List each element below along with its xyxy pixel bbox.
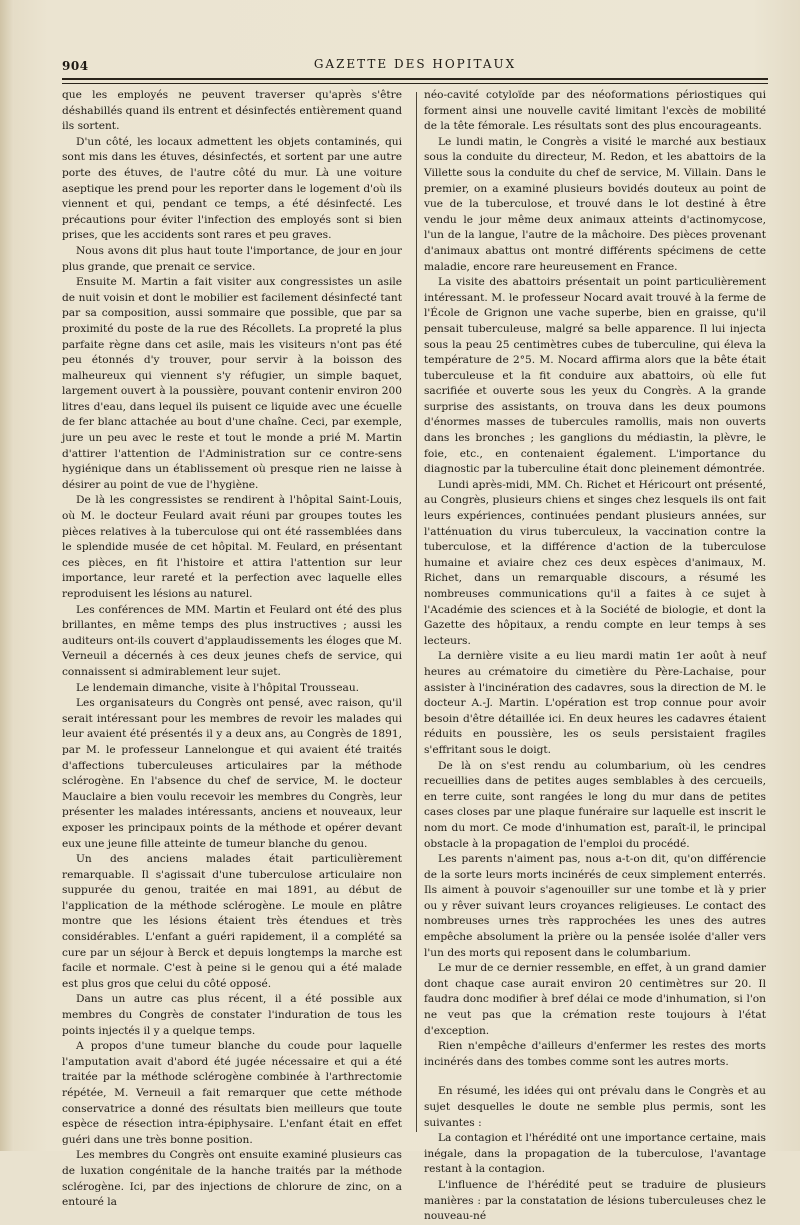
paragraph: Les membres du Congrès ont ensuite examiné plusieurs cas de luxation congénitale de la hanche traités par la méthode sclérogène. Ici, par des injections de chlorure de zinc, on a entouré la bbox=[62, 1149, 402, 1209]
left-column bbox=[62, 88, 402, 1211]
paragraph: Rien n'empêche d'ailleurs d'enfermer les restes des morts incinérés dans des tombes comme sont les autres morts. bbox=[424, 1040, 766, 1068]
running-title: GAZETTE DES HOPITAUX bbox=[313, 57, 517, 71]
paragraph: Nous avons dit plus haut toute l'importance, de jour en jour plus grande, que prenait ce service. bbox=[62, 244, 402, 273]
paragraph: Le lundi matin, le Congrès a visité le marché aux bestiaux sous la conduite du directeur, M. Redon, et les abattoirs de la Villette sous la conduite du chef de service, M. Villain. Dans le premier, on a examiné plusieurs bovidés douteux au point de vue de la tuberculose, et trouvé dans le lot destiné à être vendu le jour même deux animaux atteints d'actinomycose, l'un de la langue, l'autre de la mâchoire. Des pièces provenant d'animaux abattus ont montré différents spécimens de cette maladie, encore rare heureusement en France. bbox=[424, 135, 766, 273]
paragraph: Les conférences de MM. Martin et Feulard ont été des plus brillantes, en même temps des plus instructives ; aussi les auditeurs ont-ils couvert d'applaudissements les éloges que M. Verneuil a décernés à ces deux jeunes chefs de service, qui connaissent si admirablement leur sujet. bbox=[62, 603, 402, 678]
paragraph: Dans un autre cas plus récent, il a été possible aux membres du Congrès de constater l'induration de tous les points injectés il y a quelque temps. bbox=[62, 993, 402, 1037]
paragraph: La visite des abattoirs présentait un point particulièrement intéressant. M. le professeur Nocard avait trouvé à la ferme de l'École de Grignon une vache superbe, bien en graisse, qu'il pensait tuberculeuse, malgré sa belle apparence. Il lui injecta sous la peau 25 centimètres cubes de tuberculine, qui éleva la température de 2°5. M. Nocard affirma alors que la bête était tuberculeuse et la fit conduire aux abattoirs, où elle fut sacrifiée et ouverte sous les yeux du Congrès. A la grande surprise des assistants, on trouva dans les deux poumons d'énormes masses de tubercules ramollis, mais non ouverts dans les bronches ; les ganglions du médiastin, la plèvre, le foie, etc., en contenaient également. L'importance du diagnostic par la tuberculine était donc pleinement démontrée. bbox=[424, 276, 766, 476]
paragraph: L'influence de l'hérédité peut se traduire de plusieurs manières : par la constatation de lésions tuberculeuses chez le nouveau-né bbox=[424, 1178, 766, 1223]
paragraph: Les organisateurs du Congrès ont pensé, avec raison, qu'il serait intéressant pour les membres de revoir les malades qui leur avaient été présentés il y a deux ans, au Congrès de 1891, par M. le professeur Lannelongue et qui avaient été traités d'affections tuberculeuses articulaires par la méthode sclérogène. En l'absence du chef de service, M. le docteur Mauclaire a bien voulu recevoir les membres du Congrès, leur présenter les malades intéressants, anciens et nouveaux, leur exposer les principaux points de la méthode et opérer devant eux une jeune fille atteinte de tumeur blanche du genou. bbox=[62, 697, 402, 850]
page-number: 904 bbox=[62, 59, 89, 73]
paragraph: Ensuite M. Martin a fait visiter aux congressistes un asile de nuit voisin et dont le mobilier est facilement désinfecté tant par sa composition, aussi sommaire que possible, que par sa proximité du poste de la rue des Récollets. La propreté la plus parfaite règne dans cet asile, mais les visiteurs n'ont pas été peu étonnés d'y trouver, pour servir à la boisson des malheureux qui viennent s'y réfugier, un simple baquet, largement ouvert à la poussière, pouvant contenir environ 200 litres d'eau, dans lequel ils puisent ce liquide avec une écuelle de fer blanc attachée au bout d'une chaîne. Ceci, par exemple, jure un peu avec le reste et tout le monde a prié M. Martin d'attirer l'attention de l'Administration sur ce contre-sens hygiénique dans un établissement où presque rien ne laisse à désirer au point de vue de l'hygiène. bbox=[62, 276, 402, 491]
paragraph: Un des anciens malades était particulièrement remarquable. Il s'agissait d'une tuberculose articulaire non suppurée du genou, traitée en mai 1891, au début de l'application de la méthode sclérogène. Le moule en plâtre montre que les lésions étaient très étendues et très considérables. L'enfant a guéri rapidement, il a complété sa cure par un séjour à Berck et depuis longtemps la marche est facile et normale. C'est à peine si le genou qui a été malade est plus gros que celui du côté opposé. bbox=[62, 853, 402, 990]
paragraph: Lundi après-midi, MM. Ch. Richet et Héricourt ont présenté, au Congrès, plusieurs chiens et singes chez lesquels ils ont fait leurs expériences, continuées pendant plusieurs années, sur l'atténuation du virus tuberculeux, la vaccination contre la tuberculose, et la différence d'action de la tuberculose humaine et aviaire chez ces deux espèces d'animaux, M. Richet, dans un remarquable discours, a résumé les nombreuses communications qu'il a faites à ce sujet à l'Académie des sciences et à la Société de biologie, et dont la Gazette des hôpitaux, a rendu compte en leur temps à ses lecteurs. bbox=[424, 478, 766, 647]
paragraph: A propos d'une tumeur blanche du coude pour laquelle l'amputation avait d'abord été jugée nécessaire et qui a été traitée par la méthode sclérogène combinée à l'arthrectomie répétée, M. Verneuil a fait remarquer que cette méthode conservatrice a donné des résultats bien meilleurs que toute espèce de résection intra-épiphysaire. L'enfant était en effet guéri dans une très bonne position. bbox=[62, 1040, 402, 1146]
paragraph: En résumé, les idées qui ont prévalu dans le Congrès et au sujet desquelles le doute ne semble plus permis, sont les suivantes : bbox=[424, 1085, 766, 1129]
header-rule-thin bbox=[62, 83, 768, 84]
paragraph: Les parents n'aiment pas, nous a-t-on dit, qu'on différencie de la sorte leurs morts incinérés de ceux simplement enterrés. Ils aiment à pouvoir s'agenouiller sur une tombe et là y prier ou y rêver suivant leurs croyances religieuses. Le contact des nombreuses urnes très rapprochées les unes des autres empêche absolument la prière ou la pensée isolée d'aller vers l'un des morts qui reposent dans le columbarium. bbox=[424, 853, 766, 959]
header-rule-thick bbox=[62, 78, 768, 80]
paragraph: néo-cavité cotyloïde par des néoformations périostiques qui forment ainsi une nouvelle cavité limitant l'excès de mobilité de la tête fémorale. Les résultats sont des plus encourageants. bbox=[424, 89, 766, 133]
paragraph: Le mur de ce dernier ressemble, en effet, à un grand damier dont chaque case aurait environ 20 centimètres sur 20. Il faudra donc modifier à bref délai ce mode d'inhumation, si l'on ne veut pas que la crémation reste toujours à l'état d'exception. bbox=[424, 962, 766, 1037]
paragraph: De là les congressistes se rendirent à l'hôpital Saint-Louis, où M. le docteur Feulard avait réuni par groupes toutes les pièces relatives à la tuberculose qui ont été rassemblées dans le splendide musée de cet hôpital. M. Feulard, en présentant ces pièces, en fit l'histoire et attira l'attention sur leur importance, leur rareté et la perfection avec laquelle elles reproduisent les lésions au naturel. bbox=[62, 494, 402, 600]
paragraph: que les employés ne peuvent traverser qu'après s'être déshabillés quand ils entrent et désinfectés entièrement quand ils sortent. bbox=[62, 89, 402, 133]
paragraph: D'un côté, les locaux admettent les objets contaminés, qui sont mis dans les étuves, désinfectés, et sortent par une autre porte des étuves, de l'autre côté du mur. Là une voiture aseptique les prend pour les reporter dans le logement d'où ils viennent et qui, pendant ce temps, a été désinfecté. Les précautions pour éviter l'infection des employés sont si bien prises, que les accidents sont rares et peu graves. bbox=[62, 135, 402, 242]
right-column bbox=[424, 88, 766, 1225]
paragraph: La dernière visite a eu lieu mardi matin 1er août à neuf heures au crématoire du cimetière du Père-Lachaise, pour assister à l'incinération des cadavres, sous la direction de M. le docteur A.-J. Martin. L'opération est trop connue pour avoir besoin d'être détaillée ici. En deux heures les cadavres étaient réduits en poussière, les os seuls persistaient fragiles s'effritant sous le doigt. bbox=[424, 650, 766, 756]
page-header bbox=[62, 52, 768, 74]
paragraph: Le lendemain dimanche, visite à l'hôpital Trousseau. bbox=[76, 681, 360, 694]
page-binding-edge bbox=[0, 0, 14, 1151]
section-gap bbox=[424, 1070, 766, 1084]
paragraph: La contagion et l'hérédité ont une importance certaine, mais inégale, dans la propagation de la tuberculose, l'avantage restant à la contagion. bbox=[424, 1132, 766, 1176]
paragraph: De là on s'est rendu au columbarium, où les cendres recueillies dans de petites auges semblables à des cercueils, en terre cuite, sont rangées le long du mur dans de petites cases closes par une plaque funéraire sur laquelle est inscrit le nom du mort. Ce mode d'inhumation est, paraît-il, le principal obstacle à la propagation de l'emploi du procédé. bbox=[424, 759, 766, 850]
column-divider bbox=[416, 92, 417, 1132]
